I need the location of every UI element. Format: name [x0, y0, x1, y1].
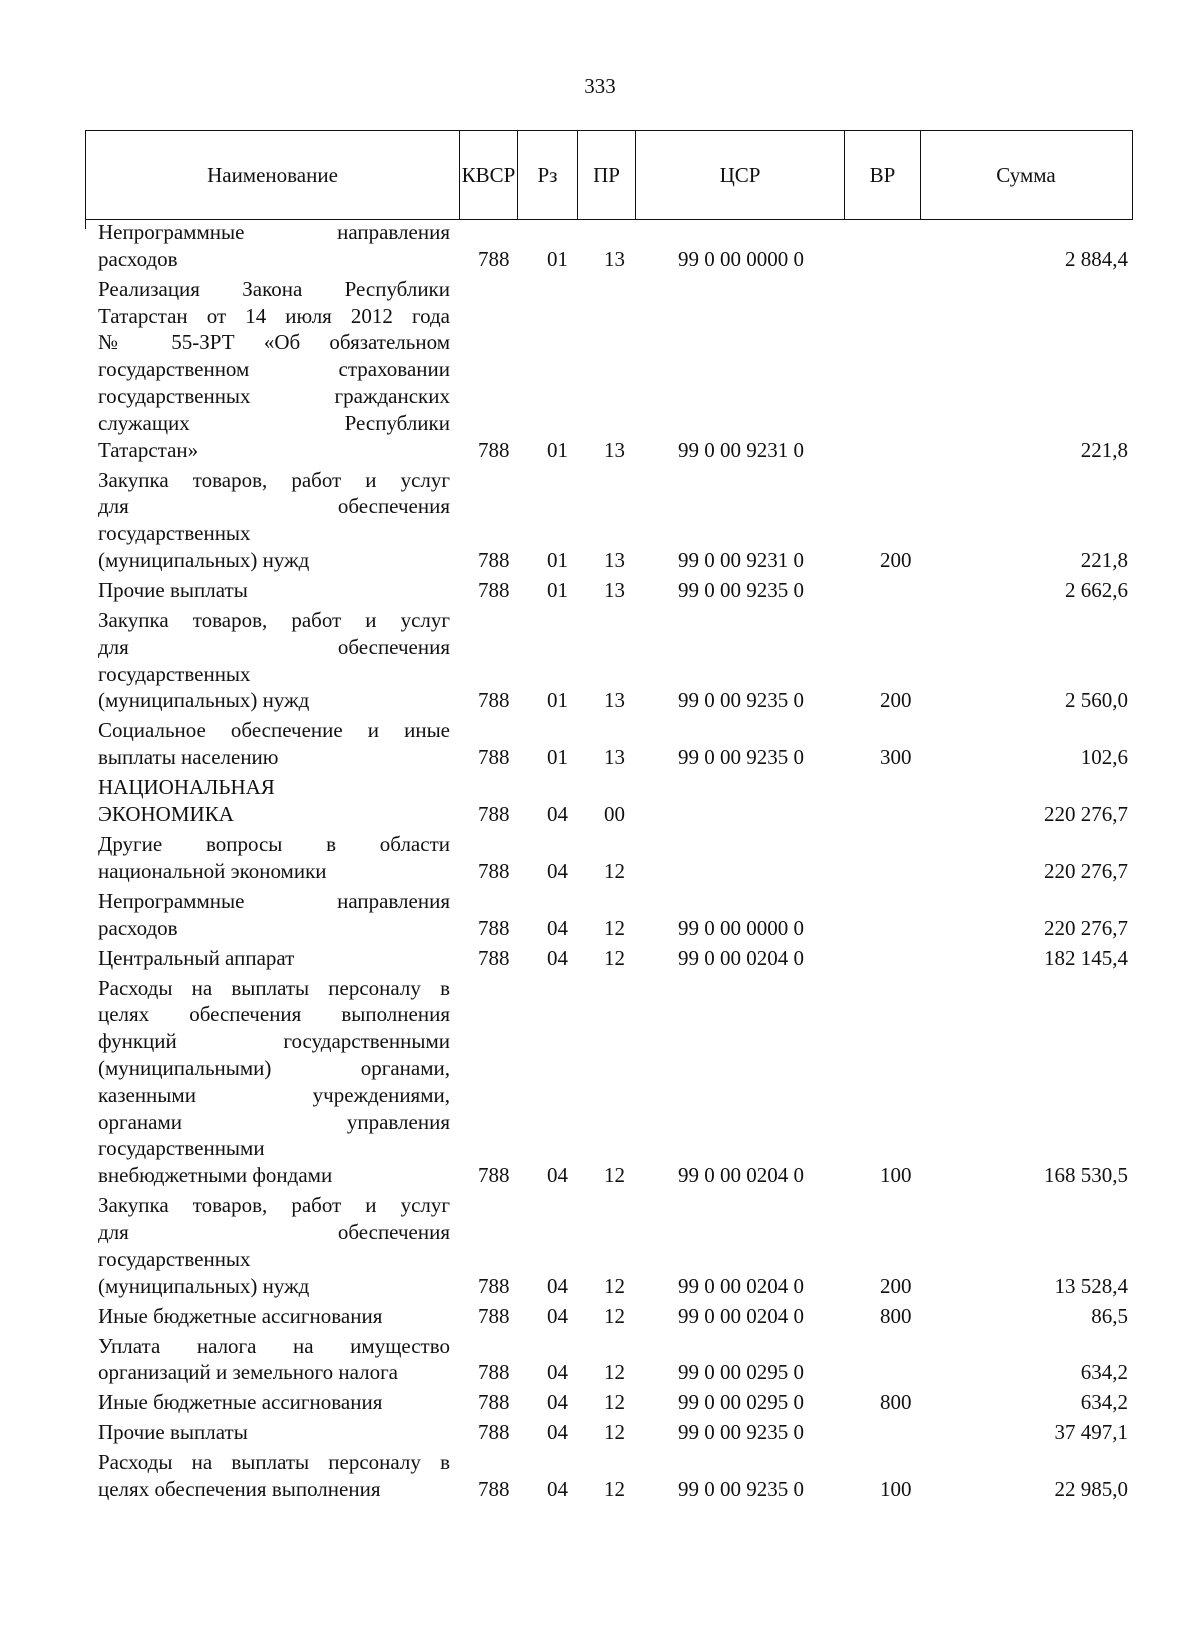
- row-name-line: расходов: [98, 246, 178, 271]
- row-pr: 12: [604, 1390, 625, 1415]
- row-name: [98, 1192, 450, 1299]
- row-kvsr: 788: [478, 1273, 510, 1298]
- row-name: [98, 945, 450, 972]
- row-vr: 200: [880, 1273, 912, 1298]
- row-name-line: Закупка товаров, работ и услуг: [98, 1193, 450, 1218]
- table-row: [0, 717, 1200, 771]
- row-name-line: функций государственными: [98, 1029, 450, 1054]
- row-name: [98, 975, 450, 1189]
- row-kvsr: 788: [478, 1477, 510, 1502]
- row-sum: 220 276,7: [1044, 858, 1128, 883]
- row-kvsr: 788: [478, 688, 510, 713]
- table-row: [0, 945, 1200, 972]
- row-vr: 100: [880, 1163, 912, 1188]
- row-sum: 220 276,7: [1044, 801, 1128, 826]
- row-csr: 99 0 00 9235 0: [678, 745, 804, 770]
- row-pr: 12: [604, 945, 625, 970]
- row-pr: 13: [604, 745, 625, 770]
- row-csr: 99 0 00 9235 0: [678, 1477, 804, 1502]
- row-rz: 04: [547, 915, 568, 940]
- row-sum: 634,2: [1080, 1390, 1128, 1415]
- row-kvsr: 788: [478, 1420, 510, 1445]
- row-rz: 04: [547, 945, 568, 970]
- row-rz: 04: [547, 801, 568, 826]
- row-pr: 13: [604, 437, 625, 462]
- row-name-line: государственных: [98, 661, 251, 686]
- row-name-line: Центральный аппарат: [98, 945, 295, 970]
- row-rz: 04: [547, 1477, 568, 1502]
- row-name-line: Иные бюджетные ассигнования: [98, 1390, 383, 1415]
- row-pr: 13: [604, 547, 625, 572]
- row-name: [98, 219, 450, 273]
- row-name: [98, 467, 450, 574]
- row-pr: 12: [604, 858, 625, 883]
- row-sum: 168 530,5: [1044, 1163, 1128, 1188]
- row-kvsr: 788: [478, 915, 510, 940]
- row-name-line: Прочие выплаты: [98, 1420, 248, 1445]
- row-sum: 13 528,4: [1054, 1273, 1128, 1298]
- row-name-line: национальной экономики: [98, 858, 327, 883]
- row-name-line: целях обеспечения выполнения: [98, 1002, 450, 1027]
- row-rz: 01: [547, 688, 568, 713]
- row-rz: 04: [547, 1390, 568, 1415]
- row-kvsr: 788: [478, 437, 510, 462]
- row-rz: 01: [547, 578, 568, 602]
- row-name-line: Реализация Закона Республики: [98, 276, 450, 301]
- table-row: [0, 1419, 1200, 1446]
- row-kvsr: 788: [478, 1163, 510, 1188]
- row-name-line: государственных: [98, 521, 251, 546]
- row-name-line: государственном страховании: [98, 357, 450, 382]
- row-name-line: Расходы на выплаты персоналу в: [98, 1450, 450, 1475]
- table-row: [0, 577, 1200, 604]
- row-csr: 99 0 00 9231 0: [678, 547, 804, 572]
- row-name-line: служащих Республики: [98, 410, 450, 435]
- row-name: [98, 774, 450, 828]
- row-name: [98, 577, 450, 604]
- row-name-line: для обеспечения: [98, 634, 450, 659]
- table-row: [0, 1449, 1200, 1503]
- header-sum: Сумма: [996, 162, 1056, 187]
- row-pr: 12: [604, 1273, 625, 1298]
- row-name-line: (муниципальных) нужд: [98, 688, 310, 713]
- table-row: [0, 219, 1200, 273]
- row-sum: 221,8: [1080, 437, 1128, 462]
- row-vr: 300: [880, 745, 912, 770]
- row-name-line: внебюджетными фондами: [98, 1163, 333, 1188]
- header-csr: ЦСР: [636, 131, 845, 219]
- row-kvsr: 788: [478, 1303, 510, 1328]
- row-name-line: Уплата налога на имущество: [98, 1333, 450, 1358]
- row-csr: 99 0 00 0204 0: [678, 945, 804, 970]
- row-sum: 102,6: [1080, 745, 1128, 770]
- row-name-line: (муниципальными) органами,: [98, 1055, 450, 1080]
- row-name: [98, 1303, 450, 1330]
- row-kvsr: 788: [478, 945, 510, 970]
- row-pr: 13: [604, 578, 625, 602]
- row-rz: 01: [547, 547, 568, 572]
- row-name-line: для обеспечения: [98, 1219, 450, 1244]
- row-rz: 04: [547, 1360, 568, 1385]
- row-csr: 99 0 00 0204 0: [678, 1273, 804, 1298]
- row-name-line: Закупка товаров, работ и услуг: [98, 467, 450, 492]
- row-name-line: государственными: [98, 1136, 265, 1161]
- row-name-line: государственных гражданских: [98, 383, 450, 408]
- row-name-line: (муниципальных) нужд: [98, 547, 310, 572]
- row-sum: 37 497,1: [1054, 1420, 1128, 1445]
- row-csr: 99 0 00 0295 0: [678, 1390, 804, 1415]
- row-rz: 01: [547, 745, 568, 770]
- row-name-line: казенными учреждениями,: [98, 1082, 450, 1107]
- row-rz: 04: [547, 858, 568, 883]
- header-vr: ВР: [845, 131, 921, 219]
- row-sum: 2 884,4: [1065, 246, 1128, 271]
- row-kvsr: 788: [478, 578, 510, 602]
- row-sum: 86,5: [1091, 1303, 1128, 1328]
- row-sum: 634,2: [1080, 1360, 1128, 1385]
- row-csr: 99 0 00 0204 0: [678, 1303, 804, 1328]
- table-row: [0, 774, 1200, 828]
- row-pr: 13: [604, 688, 625, 713]
- row-name: [98, 1419, 450, 1446]
- row-name-line: Непрограммные направления: [98, 888, 450, 913]
- row-name-line: органами управления: [98, 1109, 450, 1134]
- row-sum: 220 276,7: [1044, 915, 1128, 940]
- row-csr: 99 0 00 0000 0: [678, 246, 804, 271]
- table-row: [0, 888, 1200, 942]
- row-name: [98, 1333, 450, 1387]
- row-csr: 99 0 00 0000 0: [678, 915, 804, 940]
- row-vr: 800: [880, 1390, 912, 1415]
- row-name-line: организаций и земельного налога: [98, 1360, 398, 1385]
- table-row: [0, 607, 1200, 714]
- row-csr: 99 0 00 9235 0: [678, 1420, 804, 1445]
- row-name-line: для обеспечения: [98, 494, 450, 519]
- row-pr: 13: [604, 246, 625, 271]
- row-kvsr: 788: [478, 246, 510, 271]
- page-number: 333: [584, 74, 616, 98]
- row-csr: 99 0 00 9231 0: [678, 437, 804, 462]
- row-pr: 12: [604, 1163, 625, 1188]
- row-sum: 221,8: [1080, 547, 1128, 572]
- row-name-line: № 55-ЗРТ «Об обязательном: [98, 330, 450, 355]
- table-row: [0, 1333, 1200, 1387]
- row-rz: 01: [547, 246, 568, 271]
- row-name-line: Расходы на выплаты персоналу в: [98, 975, 450, 1000]
- row-name: [98, 607, 450, 714]
- row-vr: 200: [880, 688, 912, 713]
- row-name-line: выплаты населению: [98, 745, 279, 770]
- row-csr: 99 0 00 0295 0: [678, 1360, 804, 1385]
- row-name: [98, 888, 450, 942]
- row-name-line: расходов: [98, 915, 178, 940]
- table-row: [0, 1389, 1200, 1416]
- row-rz: 04: [547, 1273, 568, 1298]
- row-kvsr: 788: [478, 858, 510, 883]
- row-kvsr: 788: [478, 1360, 510, 1385]
- row-sum: 182 145,4: [1044, 945, 1128, 970]
- row-name-line: Другие вопросы в области: [98, 832, 450, 856]
- row-csr: 99 0 00 9235 0: [678, 688, 804, 713]
- row-pr: 12: [604, 1360, 625, 1385]
- table-row: [0, 276, 1200, 464]
- header-name: Наименование: [86, 131, 460, 219]
- row-name-line: Татарстан от 14 июля 2012 года: [98, 303, 450, 328]
- row-pr: 12: [604, 1420, 625, 1445]
- row-vr: 200: [880, 547, 912, 572]
- row-rz: 04: [547, 1163, 568, 1188]
- row-kvsr: 788: [478, 1390, 510, 1415]
- table-row: [0, 1303, 1200, 1330]
- row-kvsr: 788: [478, 547, 510, 572]
- row-name: [98, 831, 450, 885]
- row-rz: 01: [547, 437, 568, 462]
- row-name-line: Прочие выплаты: [98, 578, 248, 602]
- row-name-line: Татарстан»: [98, 437, 199, 462]
- table-row: [0, 1192, 1200, 1299]
- row-name-line: Социальное обеспечение и иные: [98, 718, 450, 743]
- row-csr: 99 0 00 9235 0: [678, 578, 804, 602]
- row-name-line: Закупка товаров, работ и услуг: [98, 608, 450, 632]
- row-sum: 2 662,6: [1065, 578, 1128, 602]
- row-vr: 100: [880, 1477, 912, 1502]
- row-name: [98, 1449, 450, 1503]
- table-row: [0, 831, 1200, 885]
- table-row: [0, 467, 1200, 574]
- header-pr: ПР: [578, 131, 636, 219]
- row-name-line: целях обеспечения выполнения: [98, 1477, 381, 1502]
- row-rz: 04: [547, 1303, 568, 1328]
- row-rz: 04: [547, 1420, 568, 1445]
- header-kvsr: КВСР: [460, 131, 518, 219]
- row-name-line: ЭКОНОМИКА: [98, 801, 234, 826]
- row-name: [98, 1389, 450, 1416]
- row-name-line: Иные бюджетные ассигнования: [98, 1303, 383, 1328]
- row-kvsr: 788: [478, 745, 510, 770]
- row-name-line: Непрограммные направления: [98, 220, 450, 244]
- row-pr: 00: [604, 801, 625, 826]
- row-sum: 2 560,0: [1065, 688, 1128, 713]
- row-pr: 12: [604, 915, 625, 940]
- row-name: [98, 276, 450, 464]
- row-name: [98, 717, 450, 771]
- row-pr: 12: [604, 1477, 625, 1502]
- row-csr: 99 0 00 0204 0: [678, 1163, 804, 1188]
- row-vr: 800: [880, 1303, 912, 1328]
- row-pr: 12: [604, 1303, 625, 1328]
- table-header: [85, 130, 1133, 220]
- row-name-line: (муниципальных) нужд: [98, 1273, 310, 1298]
- row-name-line: государственных: [98, 1246, 251, 1271]
- row-sum: 22 985,0: [1054, 1477, 1128, 1502]
- header-rz: Рз: [518, 131, 578, 219]
- row-kvsr: 788: [478, 801, 510, 826]
- row-name-line: НАЦИОНАЛЬНАЯ: [98, 775, 275, 800]
- table-row: [0, 975, 1200, 1189]
